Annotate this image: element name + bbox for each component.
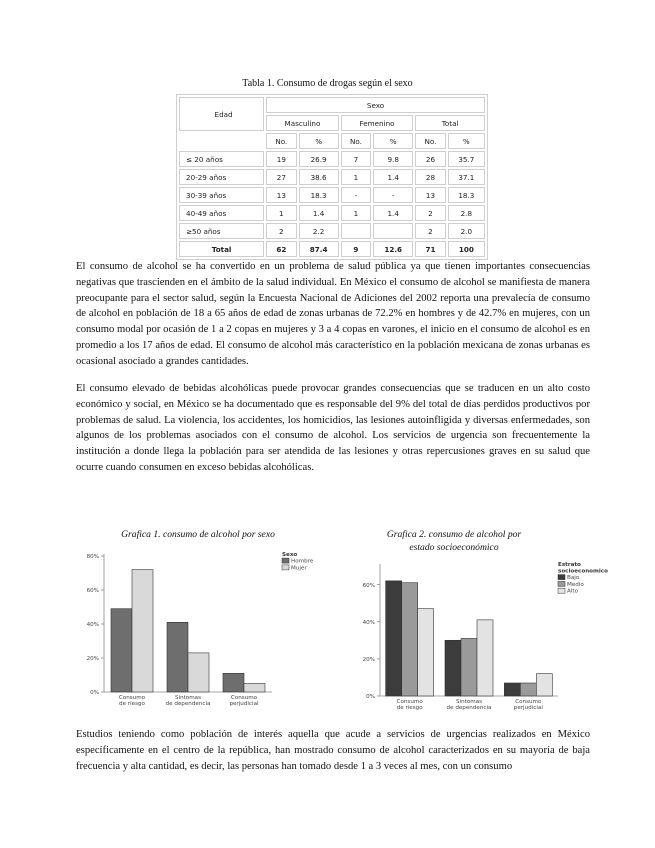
header-sexo: Sexo	[266, 97, 485, 113]
y-tick-label: 60%	[86, 588, 99, 595]
bar-alto	[477, 620, 493, 696]
table-cell: 1.4	[373, 205, 413, 221]
chart1-title: Grafica 1. consumo de alcohol por sexo	[121, 529, 275, 540]
legend-swatch-mujer	[282, 565, 289, 570]
table-cell: -	[373, 187, 413, 203]
table-cell: 71	[415, 241, 445, 257]
bar-alto	[418, 609, 434, 696]
paragraph-2: El consumo elevado de bebidas alcohólicas puede provocar grandes consecuencias que se traducen en un alto costo económico y social, en México se ha documentado que es responsable del 9% del total de días perdidos productivos por problemas de salud. La violencia, los accidentes, los homicidios, las lesiones autoinfligida y diversas enfermedades, son algunos de los problemas asociados con el consumo de alcohol. Los servicios de urgencia son frecuentemente la institución a donde llega la población para ser atendida de las lesiones y otras repercusiones graves en su salud que ocurre cuando consumen en exceso bebidas alcohólicas.	[76, 383, 590, 473]
legend-title: socioeconomico	[558, 568, 608, 575]
legend-swatch-alto	[558, 588, 565, 593]
table-cell: 18.3	[448, 187, 485, 203]
table-cell: 1	[341, 169, 371, 185]
x-tick-label: Consumo perjudicial	[513, 699, 543, 712]
table-cell: 1.4	[373, 169, 413, 185]
table-row	[179, 187, 485, 203]
row-label: ≤ 20 años	[179, 151, 264, 167]
legend-swatch-hombre	[282, 558, 289, 563]
y-tick-label: 20%	[86, 656, 99, 663]
table-cell: 28	[415, 169, 445, 185]
table-cell: 7	[341, 151, 371, 167]
table-cell: 38.6	[299, 169, 339, 185]
table-cell: -	[341, 187, 371, 203]
bar-hombre	[167, 622, 188, 692]
legend-label-mujer: Mujer	[291, 565, 307, 572]
legend-label-medio: Medio	[567, 581, 584, 588]
table-cell: 12.6	[373, 241, 413, 257]
paragraph-3: Estudios teniendo como población de interés aquella que acude a servicios de urgencias realizados en México específicamente en el centro de la república, han mostrado consumo de alcohol caracterizados en su mayoría de baja frecuencia y alta cantidad, es decir, las personas han tomado desde 1 a 3 veces al mes, con un consumo	[76, 729, 590, 772]
subheader: No.	[266, 133, 296, 149]
table-cell	[373, 223, 413, 239]
x-tick-label: Consumo de riesgo	[118, 695, 146, 708]
header-group: Masculino	[266, 115, 339, 131]
table-row	[179, 169, 485, 185]
table-cell: 13	[415, 187, 445, 203]
table-cell: 2.0	[448, 223, 485, 239]
x-tick-label: Consumo de riesgo	[396, 699, 423, 712]
x-tick-label: Consumo perjudicial	[229, 695, 259, 708]
y-tick-label: 40%	[86, 622, 99, 629]
bar-medio	[402, 583, 418, 696]
chart2-title: Grafica 2. consumo de alcohol por estado socioeconómico	[386, 529, 522, 553]
bar-medio	[520, 683, 536, 696]
legend-swatch-bajo	[558, 575, 565, 580]
table-cell: 26	[415, 151, 445, 167]
chart1-consumo-por-sexo	[76, 544, 326, 722]
y-tick-label: 0%	[90, 690, 99, 697]
table-cell: 87.4	[299, 241, 339, 257]
legend	[282, 552, 314, 571]
table-cell: 35.7	[448, 151, 485, 167]
bar-hombre	[223, 673, 244, 692]
x-tick-label: Sintomas de dependencia	[165, 695, 211, 708]
bar-mujer	[132, 570, 153, 692]
table-cell: 1	[266, 205, 296, 221]
header-edad: Edad	[179, 97, 264, 131]
subheader: %	[448, 133, 485, 149]
table-cell: 2	[415, 205, 445, 221]
table-cell: 37.1	[448, 169, 485, 185]
chart2-consumo-por-estrato	[346, 556, 608, 724]
bar-bajo	[504, 683, 520, 696]
table-cell: 1.4	[299, 205, 339, 221]
bar-mujer	[188, 653, 209, 692]
y-tick-label: 80%	[86, 554, 99, 561]
y-tick-label: 20%	[362, 657, 375, 664]
y-tick-label: 0%	[366, 694, 375, 701]
row-label: 40-49 años	[179, 205, 264, 221]
table-caption: Tabla 1. Consumo de drogas según el sexo	[242, 78, 413, 89]
table-total-row	[179, 241, 485, 257]
legend-swatch-medio	[558, 581, 565, 586]
table-cell: 9.8	[373, 151, 413, 167]
y-tick-label: 40%	[362, 619, 375, 626]
bar-bajo	[386, 581, 402, 696]
table-cell: 26.9	[299, 151, 339, 167]
legend-title: Sexo	[282, 552, 298, 558]
bar-alto	[536, 674, 552, 696]
bar-mujer	[244, 684, 265, 693]
subheader: %	[299, 133, 339, 149]
table-cell: 100	[448, 241, 485, 257]
table-cell: 2.2	[299, 223, 339, 239]
legend-title: Estrato	[558, 562, 581, 568]
row-label: Total	[179, 241, 264, 257]
table-cell: 9	[341, 241, 371, 257]
table-cell	[341, 223, 371, 239]
table-row	[179, 151, 485, 167]
legend-label-alto: Alto	[567, 588, 578, 595]
table-row	[179, 205, 485, 221]
subheader: No.	[341, 133, 371, 149]
header-group: Total	[415, 115, 485, 131]
row-label: 30-39 años	[179, 187, 264, 203]
table-cell: 2.8	[448, 205, 485, 221]
table-cell: 62	[266, 241, 296, 257]
table-row	[179, 223, 485, 239]
bar-hombre	[111, 609, 132, 692]
paragraph-1: El consumo de alcohol se ha convertido en un problema de salud pública ya que tienen importantes consecuencias negativas que trascienden en el ámbito de la salud individual. En México el consumo de alcohol se manifiesta de manera preocupante para el sector salud, según la Encuesta Nacional de Adiciones del 2002 reporta una prevalecía de consumo de alcohol en población de 18 a 65 años de edad de zonas urbanas de 72.2% en hombres y de 42.7% en mujeres, con un consumo modal por ocasión de 1 a 2 copas en mujeres y 3 a 4 copas en varones, el inicio en el consumo de alcohol es en promedio a los 17 años de edad. El consumo de alcohol más característico en la población mexicana de zonas urbanas es ocasional asociado a grandes cantidades.	[76, 261, 590, 367]
subheader: No.	[415, 133, 445, 149]
x-tick-label: Sintomas de dependencia	[446, 699, 492, 712]
header-group: Femenino	[341, 115, 414, 131]
legend	[558, 562, 608, 595]
drug-use-table	[176, 94, 488, 260]
table-cell: 2	[415, 223, 445, 239]
legend-label-bajo: Bajo	[567, 575, 580, 581]
subheader: %	[373, 133, 413, 149]
table-cell: 2	[266, 223, 296, 239]
y-tick-label: 60%	[362, 582, 375, 589]
bar-bajo	[445, 640, 461, 696]
table-cell: 18.3	[299, 187, 339, 203]
row-label: ≥50 años	[179, 223, 264, 239]
table-cell: 13	[266, 187, 296, 203]
table-cell: 1	[341, 205, 371, 221]
bar-medio	[461, 638, 477, 696]
row-label: 20-29 años	[179, 169, 264, 185]
table-cell: 19	[266, 151, 296, 167]
legend-label-hombre: Hombre	[291, 558, 314, 565]
table-cell: 27	[266, 169, 296, 185]
